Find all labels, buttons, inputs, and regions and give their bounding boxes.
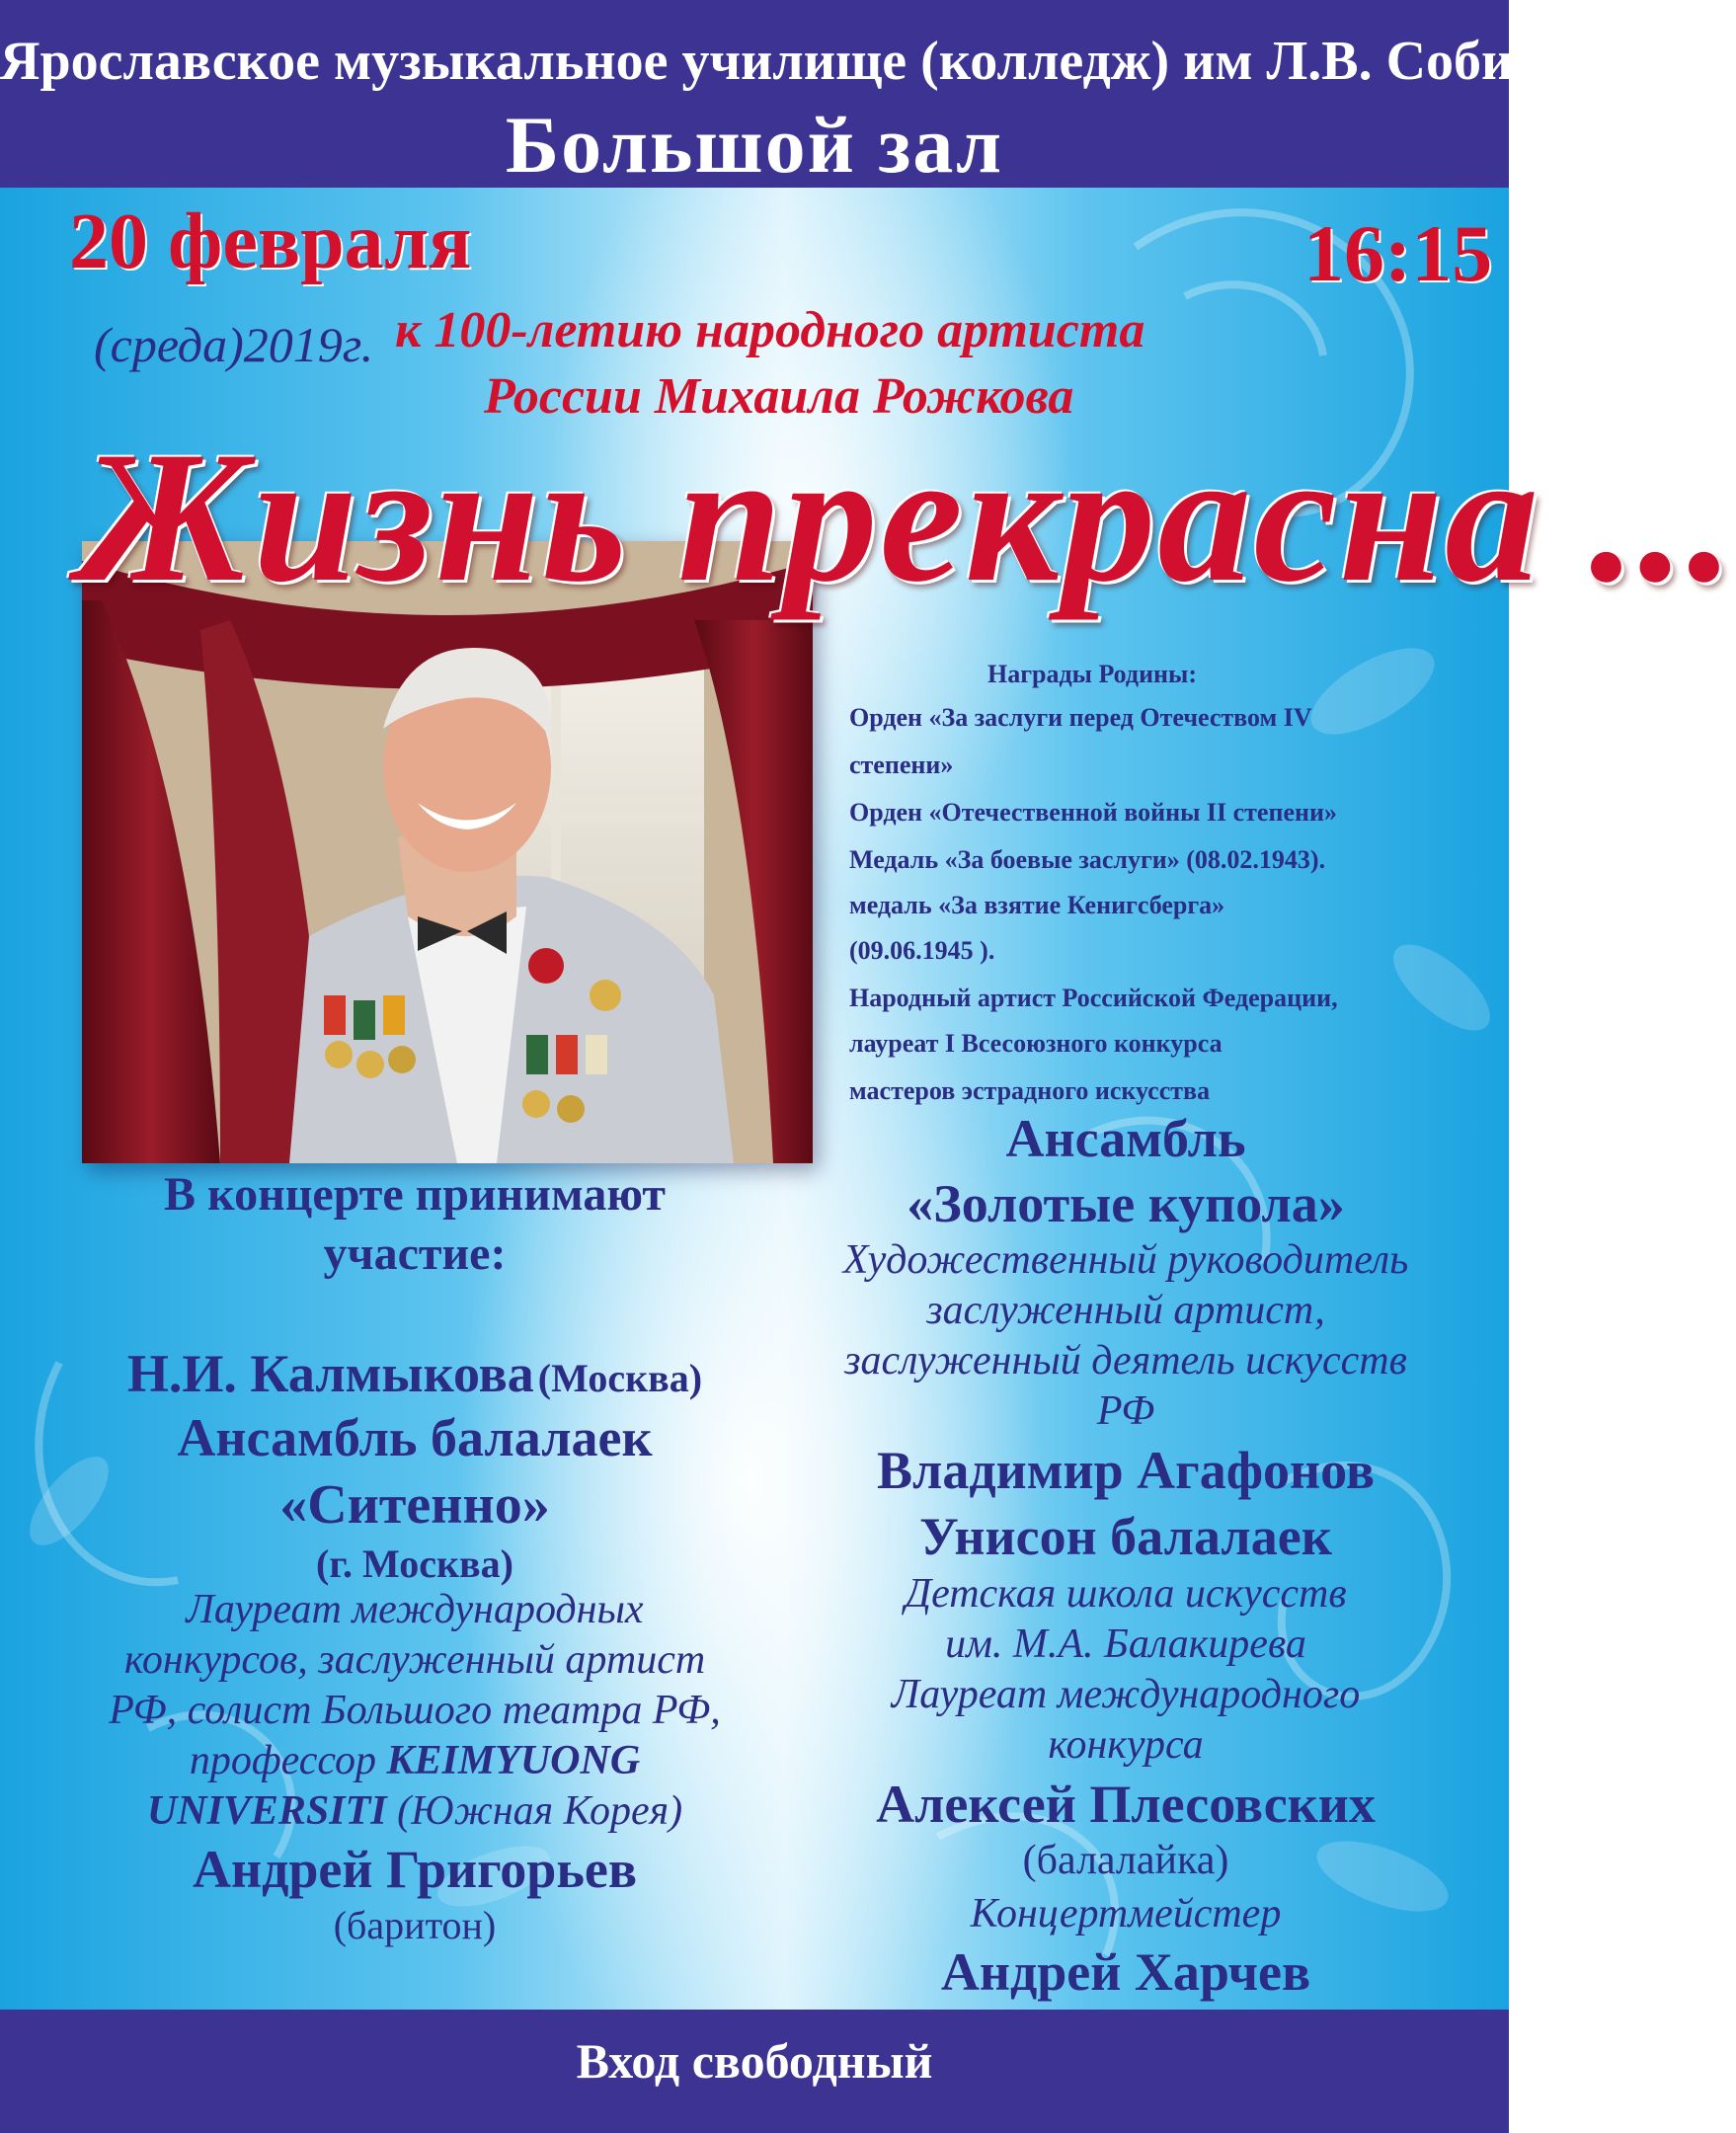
ensemble-description: Художественный руководитель bbox=[842, 1237, 1409, 1283]
grigoriev-voice: (баритон) bbox=[333, 1903, 497, 1947]
plesovskikh-instrument: (балалайка) bbox=[1022, 1838, 1229, 1883]
free-entry: Вход свободный bbox=[576, 2033, 933, 2089]
hall-name: Большой зал bbox=[505, 100, 1004, 190]
performer-kalmykova bbox=[39, 1343, 790, 1404]
event-date: 20 февраля bbox=[69, 198, 472, 285]
plesovskikh-name: Алексей Плесовских bbox=[876, 1775, 1376, 1834]
grigoriev-university bbox=[30, 1787, 800, 1835]
dedication-line-1: к 100-летию народного артиста bbox=[395, 302, 1145, 358]
award-line: мастеров эстрадного искусства bbox=[849, 1076, 1211, 1105]
main-title: Жизнь прекрасна ... bbox=[79, 414, 1736, 621]
school-name: Ярославское музыкальное училище (колледж) им Л.В. Собинова bbox=[0, 31, 1629, 92]
award-line: степени» bbox=[849, 750, 954, 779]
kalmykova-name: Н.И. Калмыкова bbox=[126, 1344, 534, 1403]
participants-heading-2: участие: bbox=[323, 1227, 507, 1280]
ensemble-description: РФ bbox=[1096, 1388, 1155, 1434]
award-line: Медаль «За боевые заслуги» (08.02.1943). bbox=[849, 845, 1326, 874]
sitenno-line-1: Ансамбль балалаек bbox=[177, 1408, 653, 1467]
grigoriev-professor bbox=[30, 1737, 800, 1784]
participants-heading: В концерте принимают bbox=[164, 1168, 666, 1221]
award-line: Народный артист Российской Федерации, bbox=[849, 984, 1338, 1012]
portrait-photo bbox=[82, 541, 813, 1163]
award-line: (09.06.1945 ). bbox=[849, 936, 995, 965]
ensemble-line-2: «Золотые купола» bbox=[907, 1174, 1345, 1233]
school-description: Лауреат международного bbox=[891, 1672, 1361, 1717]
awards-title: Награды Родины: bbox=[987, 660, 1197, 688]
ensemble-line-1: Ансамбль bbox=[1005, 1109, 1246, 1168]
portrait-illustration bbox=[82, 541, 813, 1163]
award-line: медаль «За взятие Кенигсберга» bbox=[849, 891, 1225, 919]
school-description: конкурса bbox=[1048, 1722, 1204, 1768]
grigoriev-description: конкурсов, заслуженный артист bbox=[123, 1637, 706, 1683]
kalmykova-city: (Москва) bbox=[537, 1356, 703, 1400]
grigoriev-university-1: KEIMYUONG bbox=[386, 1738, 641, 1783]
award-line: Орден «Отечественной войны II степени» bbox=[849, 798, 1337, 827]
dedication-line-2: России Михаила Рожкова bbox=[484, 368, 1074, 425]
event-weekday-year: (среда)2019г. bbox=[94, 317, 374, 372]
grigoriev-description: РФ, солист Большого театра РФ, bbox=[109, 1688, 721, 1733]
event-time: 16:15 bbox=[1303, 208, 1493, 298]
award-line: лауреат I Всесоюзного конкурса bbox=[849, 1029, 1223, 1058]
sitenno-line-2: «Ситенно» bbox=[279, 1474, 550, 1536]
accompanist-label: Концертмейстер bbox=[970, 1891, 1282, 1936]
grigoriev-prof-label: профессор bbox=[189, 1738, 376, 1783]
grigoriev-country: (Южная Корея) bbox=[397, 1788, 683, 1834]
ensemble-description: заслуженный деятель искусств bbox=[844, 1338, 1407, 1383]
unison-name: Унисон балалаек bbox=[919, 1507, 1332, 1566]
grigoriev-name: Андрей Григорьев bbox=[192, 1840, 638, 1899]
agafonov-name: Владимир Агафонов bbox=[877, 1441, 1375, 1500]
sitenno-city: (г. Москва) bbox=[316, 1541, 513, 1586]
ensemble-description: заслуженный артист, bbox=[926, 1288, 1325, 1333]
school-description: Детская школа искусств bbox=[905, 1571, 1347, 1617]
kharchev-name: Андрей Харчев bbox=[940, 1942, 1311, 2002]
grigoriev-description: Лауреат международных bbox=[186, 1587, 644, 1632]
school-description: им. М.А. Балакирева bbox=[945, 1621, 1306, 1667]
grigoriev-university-2: UNIVERSITI bbox=[146, 1788, 387, 1834]
award-line: Орден «За заслуги перед Отечеством IV bbox=[849, 703, 1312, 732]
